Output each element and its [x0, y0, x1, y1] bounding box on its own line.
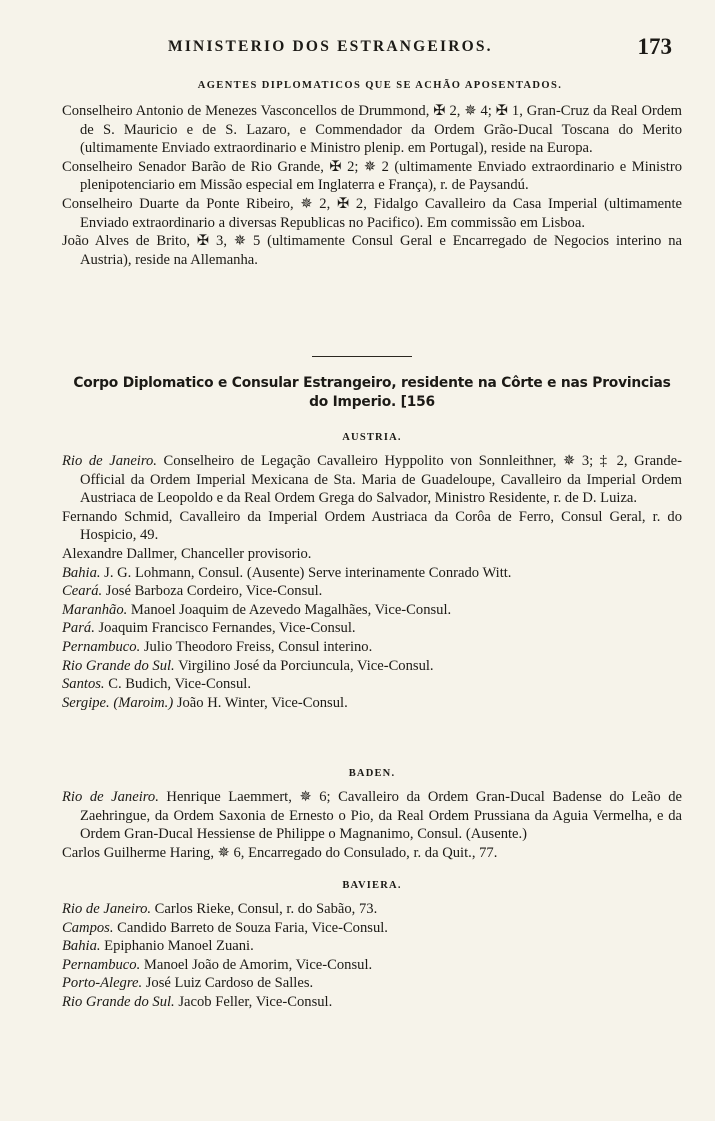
list-item — [62, 545, 682, 564]
foreign-corps-title — [62, 374, 682, 411]
list-item — [62, 601, 682, 620]
entry-text: Manoel Joaquim de Azevedo Magalhães, Vice-Consul. — [127, 601, 452, 618]
entry-location: Rio Grande do Sul. — [62, 657, 175, 674]
list-item — [62, 919, 682, 938]
entry-text: Henrique Laemmert, ✵ 6; Cavalleiro da Ordem Gran-Ducal Badense do Leão de Zaehringue, da Ordem Saxonia de Ernesto o Pio, da Real Ordem Prussiana da Aguia Vermelha, e da Ordem Gran-Ducal Hessiense de Philippe o Magnanimo, Consul. (Ausente.) — [80, 789, 682, 843]
entry-location: Rio de Janeiro. — [62, 901, 152, 917]
austria-heading: AUSTRIA. — [342, 432, 402, 443]
running-title: MINISTERIO DOS ESTRANGEIROS. — [168, 38, 493, 55]
entry-text: Joaquim Francisco Fernandes, Vice-Consul. — [94, 620, 356, 637]
baden-heading: BADEN. — [348, 768, 396, 779]
list-item — [62, 452, 682, 508]
entry-text: Carlos Rieke, Consul, r. do Sabão, 73. — [151, 901, 378, 917]
retired-agents-list — [62, 102, 682, 269]
list-item — [62, 844, 682, 863]
entry-text: Candido Barreto de Souza Faria, Vice-Consul. — [113, 919, 388, 936]
list-item: João Alves de Brito, ✠ 3, ✵ 5 (ultimamente Consul Geral e Encarregado de Negocios interino na Austria), reside na Allemanha. — [62, 233, 682, 268]
entry-location: Campos. — [62, 919, 114, 936]
retired-agents-heading: AGENTES DIPLOMATICOS QUE SE ACHÃO APOSENTADOS. — [197, 80, 563, 91]
entry-location: Pará. — [62, 620, 95, 637]
entry-text: Virgilino José da Porciuncula, Vice-Consul. — [174, 657, 434, 674]
list-item — [62, 657, 682, 676]
entry-location: Rio Grande do Sul. — [62, 993, 175, 1010]
entry-location: Sergipe. (Maroim.) — [62, 694, 174, 711]
entry-location: Pernambuco. — [62, 956, 141, 973]
baviera-heading: BAVIERA. — [342, 880, 402, 891]
list-item: Conselheiro Duarte da Ponte Ribeiro, ✵ 2, ✠ 2, Fidalgo Cavalleiro da Casa Imperial (ultimamente Enviado extraordinario a diversas Republicas no Pacifico). Em commissão em Lisboa. — [62, 195, 682, 231]
entry-text: Carlos Guilherme Haring, ✵ 6, Encarregado do Consulado, r. da Quit., 77. — [62, 844, 498, 861]
entry-text: Epiphanio Manoel Zuani. — [100, 938, 254, 955]
entry-location: Bahia. — [62, 938, 101, 955]
entry-text: Jacob Feller, Vice-Consul. — [174, 993, 333, 1010]
entry-location: Rio de Janeiro. — [62, 789, 159, 805]
entry-location: Porto-Alegre. — [62, 975, 143, 992]
list-item — [62, 694, 682, 713]
list-item: Conselheiro Senador Barão de Rio Grande, ✠ 2; ✵ 2 (ultimamente Enviado extraordinario e Ministro plenipotenciario em Missão especial em Inglaterra e França), r. de Paysandú. — [62, 158, 682, 194]
entry-text: J. G. Lohmann, Consul. (Ausente) Serve interinamente Conrado Witt. — [100, 564, 512, 581]
entry-location: Ceará. — [62, 583, 103, 600]
entry-text: Julio Theodoro Freiss, Consul interino. — [140, 638, 373, 655]
list-item — [62, 638, 682, 657]
entry-text: José Barboza Cordeiro, Vice-Consul. — [102, 583, 323, 600]
list-item — [62, 900, 682, 919]
running-head — [60, 34, 700, 68]
list-item — [62, 974, 682, 993]
entry-location: Bahia. — [62, 564, 101, 581]
entry-text: C. Budich, Vice-Consul. — [104, 676, 251, 693]
list-item — [62, 564, 682, 583]
entry-text: José Luiz Cardoso de Salles. — [142, 975, 314, 992]
entry-text: Conselheiro de Legação Cavalleiro Hyppolito von Sonnleithner, ✵ 3; ‡ 2, Grande-Official da Ordem Imperial Mexicana de Sta. Maria de Guadeloupe, Cavalleiro da Imperial Ordem Austriaca de Leopoldo e da Real Ordem Grega do Salvador, Ministro Residente, r. de D. Luiza. — [80, 453, 682, 507]
page-number: 173 — [637, 34, 672, 59]
entry-location: Maranhão. — [62, 601, 128, 618]
list-item — [62, 582, 682, 601]
austria-list — [62, 452, 682, 712]
baviera-list — [62, 900, 682, 1012]
section-divider — [312, 356, 412, 357]
entry-location: Santos. — [62, 676, 105, 693]
entry-text: João H. Winter, Vice-Consul. — [173, 694, 348, 711]
entry-text: Fernando Schmid, Cavalleiro da Imperial Ordem Austriaca da Corôa de Ferro, Consul Geral, r. do Hospicio, 49. — [62, 508, 682, 544]
list-item: Conselheiro Antonio de Menezes Vasconcellos de Drummond, ✠ 2, ✵ 4; ✠ 1, Gran-Cruz da Real Ordem de S. Mauricio e de S. Lazaro, e Commendador da Ordem Grão-Ducal Toscana do Merito (ultimamente Enviado extraordinario e Ministro plenip. em Portugal), reside na Europa. — [62, 103, 682, 157]
list-item — [62, 937, 682, 956]
list-item — [62, 956, 682, 975]
list-item — [62, 619, 682, 638]
foreign-corps-title-line: do Imperio. [156 — [309, 393, 435, 410]
entry-location: Pernambuco. — [62, 638, 141, 655]
entry-text: Manoel João de Amorim, Vice-Consul. — [140, 956, 373, 973]
baden-list — [62, 788, 682, 862]
list-item — [62, 993, 682, 1012]
entry-text: Alexandre Dallmer, Chanceller provisorio. — [62, 545, 312, 562]
list-item — [62, 675, 682, 694]
foreign-corps-title-line: Corpo Diplomatico e Consular Estrangeiro, residente na Côrte e nas Provincias — [73, 375, 671, 391]
list-item — [62, 788, 682, 844]
list-item — [62, 508, 682, 545]
entry-location: Rio de Janeiro. — [62, 453, 157, 469]
